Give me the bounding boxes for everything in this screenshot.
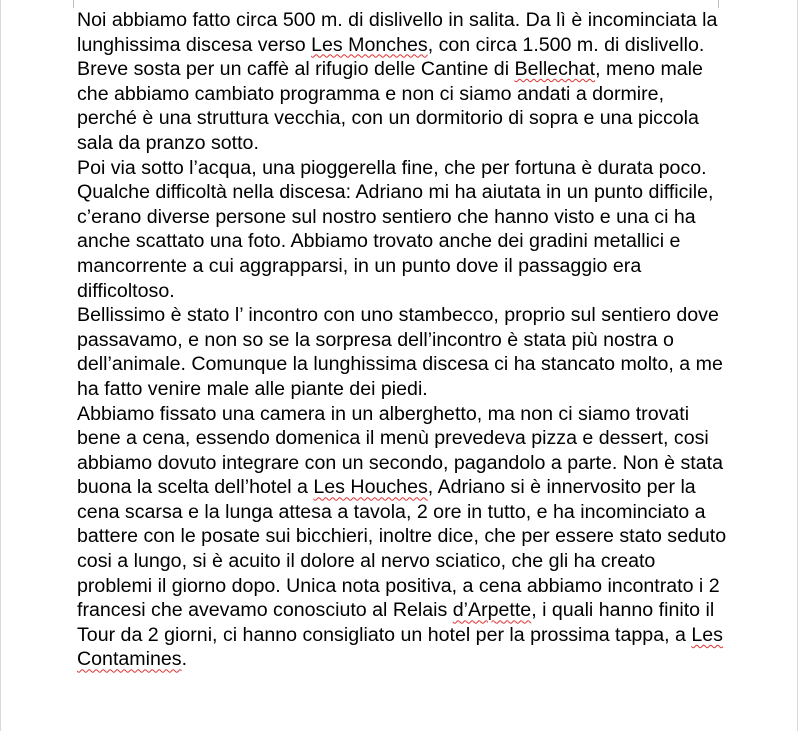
paragraph[interactable] — [77, 8, 727, 57]
margin-corner-mark-left — [63, 0, 74, 8]
text-run: , meno male che abbiamo cambiato programma e non ci siamo andati a dormire, perché è una struttura vecchia, con un dormitorio di sopra e una piccola sala da pranzo sotto. — [77, 58, 703, 154]
document-text-area[interactable] — [77, 8, 727, 672]
text-run: Poi via sotto l’acqua, una pioggerella fine, che per fortuna è durata poco. Qualche difficoltà nella discesa: Adriano mi ha aiutata in un punto difficile, c’erano diverse persone sul nostro sentiero che hanno visto e una ci ha anche scattato una foto. Abbiamo trovato anche dei gradini metallici e mancorrente a cui aggrapparsi, in un punto dove il passaggio era difficoltoso. — [77, 156, 714, 302]
misspelled-word: Bellechat — [514, 58, 596, 81]
paragraph[interactable] — [77, 402, 727, 673]
text-run: Bellissimo è stato l’ incontro con uno stambecco, proprio sul sentiero dove passavamo, e non so se la sorpresa dell’incontro è stata più nostra o dell’animale. Comunque la lunghissima discesa ci ha stancato molto, a me ha fatto venire male alle piante dei piedi. — [77, 304, 723, 400]
margin-corner-mark-right — [718, 0, 729, 8]
misspelled-word: Les Monches — [311, 33, 428, 56]
paragraph[interactable] — [77, 303, 727, 401]
text-run: , i quali hanno finito il Tour da 2 giorni, ci hanno consigliato un hotel per la prossima tappa, a — [77, 599, 715, 646]
page-left-edge — [0, 0, 1, 731]
misspelled-word: Les Houches — [313, 476, 428, 499]
text-run: Noi abbiamo fatto circa 500 m. di dislivello in salita. Da lì è incominciata la lunghissima discesa verso — [77, 9, 718, 56]
text-run: . — [181, 648, 188, 671]
text-run: Abbiamo fissato una camera in un alberghetto, ma non ci siamo trovati bene a cena, essendo domenica il menù prevedeva pizza e dessert, cosi abbiamo dovuto integrare con un secondo, pagandolo a parte. Non è stata buona la scelta dell’hotel a — [77, 402, 723, 499]
misspelled-word: d’Arpette — [452, 599, 532, 622]
paragraph[interactable] — [77, 57, 727, 155]
paragraph[interactable] — [77, 156, 727, 304]
text-run: , Adriano si è innervosito per la cena scarsa e la lunga attesa a tavola, 2 ore in tutto, e ha incominciato a battere con le posate sui bicchieri, inoltre dice, che per essere stato seduto cosi a lungo, si è acuito il dolore al nervo sciatico, che gli ha creato problemi il giorno dopo. Unica nota positiva, a cena abbiamo incontrato i 2 francesi che avevamo conosciuto al Relais — [77, 476, 727, 622]
text-run: , con circa 1.500 m. di dislivello. — [427, 33, 705, 56]
text-run: Breve sosta per un caffè al rifugio delle Cantine di — [77, 58, 515, 81]
misspelled-word: Les Contamines — [77, 623, 723, 671]
